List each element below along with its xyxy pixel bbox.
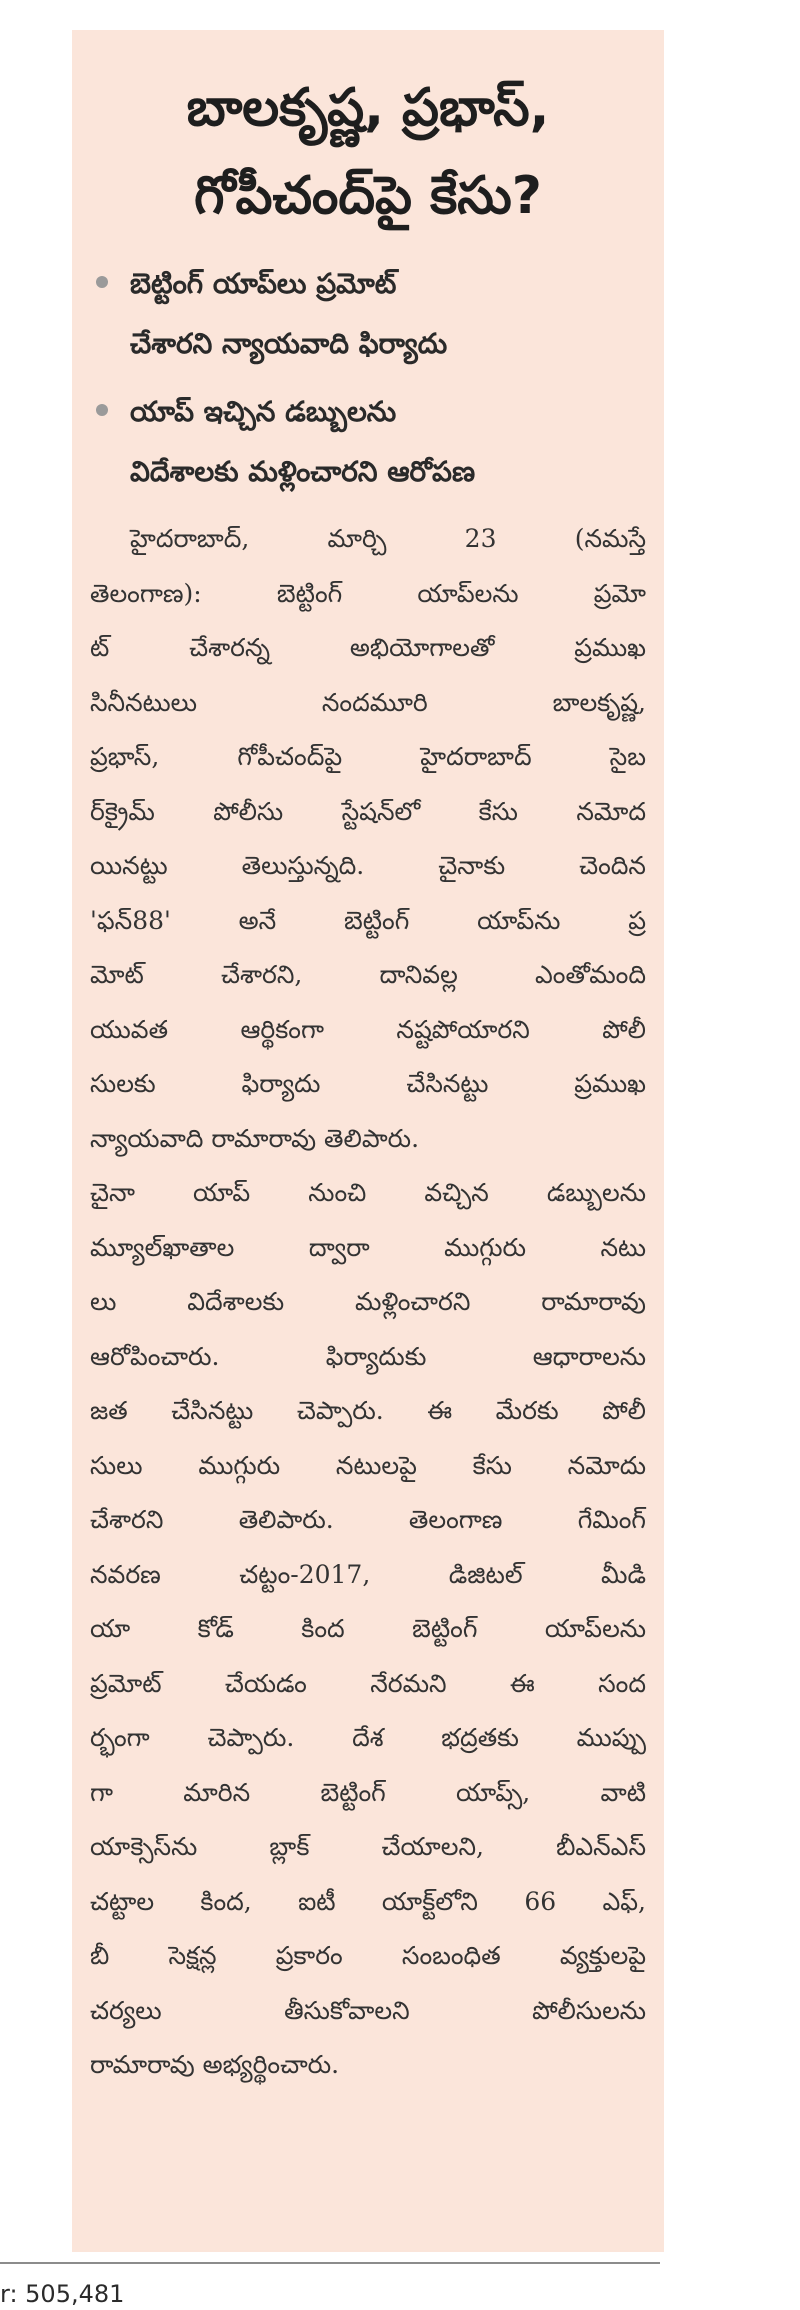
summary-bullet [90, 382, 646, 502]
body-line: గా మారిన బెట్టింగ్ యాప్స్, వాటి [90, 1777, 646, 1807]
summary-bullet [90, 254, 646, 374]
body-line: యా కోడ్ కింద బెట్టింగ్ యాప్‌లను [90, 1614, 646, 1643]
footer-divider [0, 2262, 660, 2264]
body-line: ర్భంగా చెప్పారు. దేశ భద్రతకు ముప్పు [90, 1723, 646, 1752]
article-headline [90, 64, 646, 240]
bullet-text [130, 254, 447, 374]
body-line: లు విదేశాలకు మళ్లించారని రామారావు [90, 1287, 646, 1316]
body-line: యినట్టు తెలుస్తున్నది. చైనాకు చెందిన [90, 851, 646, 880]
body-line: నవరణ చట్టం-2017, డిజిటల్ మీడి [90, 1559, 646, 1589]
bullet-dot-icon [96, 276, 108, 288]
bullet-dot-icon [96, 404, 108, 416]
body-line: చేశారని తెలిపారు. తెలంగాణ గేమింగ్ [90, 1505, 646, 1534]
body-line: 'ఫన్88' అనే బెట్టింగ్ యాప్‌ను ప్ర [90, 905, 646, 935]
headline-line-1: బాలకృష్ణ, ప్రభాస్, [186, 78, 550, 138]
bullet-line: బెట్టింగ్ యాప్‌లు ప్రమోట్ [130, 267, 397, 300]
bullet-text [130, 382, 475, 502]
headline-line-2: గోపీచంద్‌పై కేసు? [194, 166, 542, 226]
body-line: సులు ముగ్గురు నటులపై కేసు నమోదు [90, 1450, 646, 1480]
body-line: ప్రభాస్, గోపీచంద్‌పై హైదరాబాద్ సైబ [90, 742, 646, 771]
body-line: సులకు ఫిర్యాదు చేసినట్టు ప్రముఖ [90, 1069, 646, 1098]
bullet-line: చేశారని న్యాయవాది ఫిర్యాదు [130, 327, 448, 360]
body-line: మ్యూల్‌ఖాతాల ద్వారా ముగ్గురు నటు [90, 1232, 646, 1262]
body-line: చట్టాల కింద, ఐటీ యాక్ట్‌లోని 66 ఎఫ్, [90, 1886, 646, 1916]
body-line: ట్ చేశారన్న అభియోగాలతో ప్రముఖ [90, 633, 646, 662]
bullet-line: యాప్ ఇచ్చిన డబ్బులను [130, 395, 397, 428]
body-line: యాక్సెస్‌ను బ్లాక్ చేయాలని, బీఎన్ఎస్ [90, 1832, 646, 1861]
body-line: సినీనటులు నందమూరి బాలకృష్ణ, [90, 687, 646, 717]
body-line: ఆరోపించారు. ఫిర్యాదుకు ఆధారాలను [90, 1341, 646, 1371]
body-line: ర్‌క్రైమ్ పోలీసు స్టేషన్‌లో కేసు నమోద [90, 796, 646, 826]
body-line: ప్రమోట్ చేయడం నేరమని ఈ సంద [90, 1668, 646, 1698]
summary-bullets [90, 254, 646, 502]
news-article [72, 30, 664, 2252]
body-line: చైనా యాప్ నుంచి వచ్చిన డబ్బులను [90, 1178, 646, 1207]
footer-caption: r: 505,481 [0, 2280, 125, 2308]
body-line: బీ సెక్షన్ల ప్రకారం సంబంధిత వ్యక్తులపై [90, 1941, 646, 1970]
body-line: జత చేసినట్టు చెప్పారు. ఈ మేరకు పోలీ [90, 1396, 646, 1425]
body-line: హైదరాబాద్, మార్చి 23 (నమస్తే [130, 524, 646, 553]
body-line: యువత ఆర్థికంగా నష్టపోయారని పోలీ [90, 1014, 646, 1044]
body-line: మోట్ చేశారని, దానివల్ల ఎంతోమంది [90, 960, 646, 989]
body-line: రామారావు అభ్యర్థించారు. [90, 2050, 340, 2079]
body-line: తెలంగాణ): బెట్టింగ్ యాప్‌లను ప్రమో [90, 578, 646, 608]
body-line: చర్యలు తీసుకోవాలని పోలీసులను [90, 1995, 646, 2025]
article-body [90, 512, 646, 2093]
body-line: న్యాయవాది రామారావు తెలిపారు. [90, 1123, 420, 1153]
bullet-line: విదేశాలకు మళ్లించారని ఆరోపణ [130, 455, 476, 488]
